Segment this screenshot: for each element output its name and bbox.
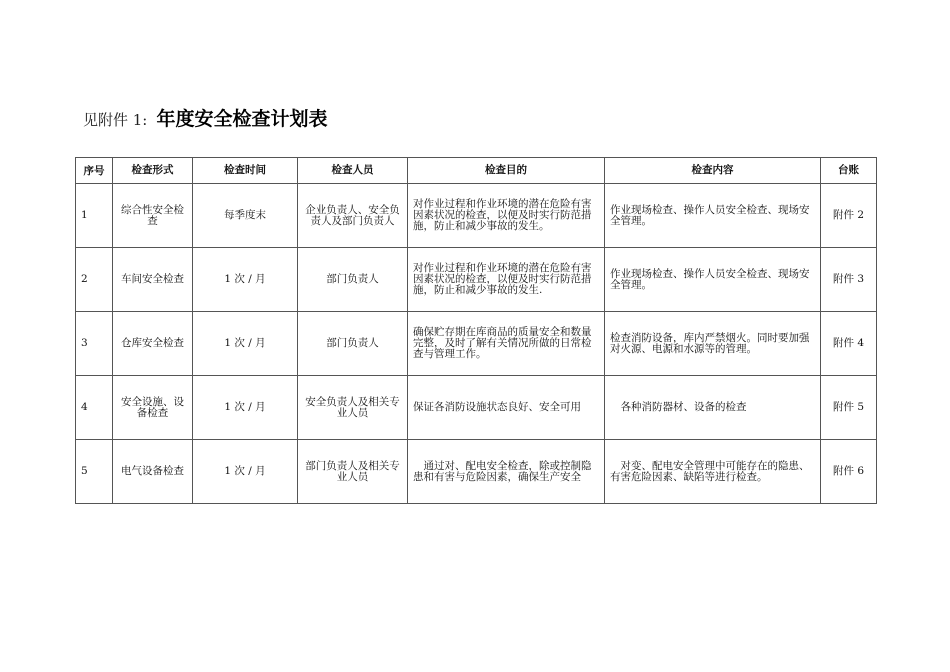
cell-purpose: 确保贮存期在库商品的质量安全和数量完整，及时了解有关情况所做的日常检查与管理工作。 xyxy=(408,312,605,376)
cell-purpose: 保证各消防设施状态良好、安全可用 xyxy=(408,376,605,440)
cell-people: 部门负责人 xyxy=(298,312,408,376)
cell-content: 检查消防设备，库内严禁烟火。同时要加强对火源、电源和水源等的管理。 xyxy=(605,312,821,376)
header-ledger: 台账 xyxy=(821,158,877,184)
attachment-label: 见附件 1: xyxy=(83,111,148,129)
cell-seq: 2 xyxy=(76,248,113,312)
page-heading xyxy=(83,104,327,131)
cell-content: 各种消防器材、设备的检查 xyxy=(605,376,821,440)
cell-form: 仓库安全检查 xyxy=(113,312,193,376)
table-row xyxy=(76,376,877,440)
cell-purpose: 对作业过程和作业环境的潜在危险有害因素状况的检查，以便及时实行防范措施，防止和减少事故的发生。 xyxy=(408,184,605,248)
cell-form: 综合性安全检查 xyxy=(113,184,193,248)
cell-people: 企业负责人、安全负责人及部门负责人 xyxy=(298,184,408,248)
header-people: 检查人员 xyxy=(298,158,408,184)
header-form: 检查形式 xyxy=(113,158,193,184)
cell-content: 作业现场检查、操作人员安全检查、现场安全管理。 xyxy=(605,184,821,248)
cell-people: 部门负责人及相关专业人员 xyxy=(298,440,408,504)
cell-time: 1 次 / 月 xyxy=(193,248,298,312)
table-row xyxy=(76,440,877,504)
table-row xyxy=(76,312,877,376)
table-row xyxy=(76,184,877,248)
cell-people: 安全负责人及相关专业人员 xyxy=(298,376,408,440)
cell-time: 每季度末 xyxy=(193,184,298,248)
header-seq: 序号 xyxy=(76,158,113,184)
header-purpose: 检查目的 xyxy=(408,158,605,184)
cell-seq: 1 xyxy=(76,184,113,248)
cell-ledger: 附件 4 xyxy=(821,312,877,376)
cell-time: 1 次 / 月 xyxy=(193,440,298,504)
header-time: 检查时间 xyxy=(193,158,298,184)
cell-purpose: 对作业过程和作业环境的潜在危险有害因素状况的检查，以便及时实行防范措施，防止和减少事故的发生. xyxy=(408,248,605,312)
header-content: 检查内容 xyxy=(605,158,821,184)
table-row xyxy=(76,248,877,312)
inspection-plan-table xyxy=(75,157,877,504)
cell-seq: 4 xyxy=(76,376,113,440)
cell-form: 车间安全检查 xyxy=(113,248,193,312)
cell-ledger: 附件 6 xyxy=(821,440,877,504)
cell-people: 部门负责人 xyxy=(298,248,408,312)
cell-time: 1 次 / 月 xyxy=(193,376,298,440)
cell-time: 1 次 / 月 xyxy=(193,312,298,376)
cell-ledger: 附件 3 xyxy=(821,248,877,312)
page-title: 年度安全检查计划表 xyxy=(156,108,328,130)
cell-content: 对变、配电安全管理中可能存在的隐患、有害危险因素、缺陷等进行检查。 xyxy=(605,440,821,504)
cell-form: 安全设施、设备检查 xyxy=(113,376,193,440)
cell-ledger: 附件 2 xyxy=(821,184,877,248)
cell-purpose: 通过对、配电安全检查，除或控制隐患和有害与危险因素，确保生产安全 xyxy=(408,440,605,504)
cell-seq: 3 xyxy=(76,312,113,376)
table-header-row xyxy=(76,158,877,184)
cell-seq: 5 xyxy=(76,440,113,504)
cell-ledger: 附件 5 xyxy=(821,376,877,440)
cell-content: 作业现场检查、操作人员安全检查、现场安全管理。 xyxy=(605,248,821,312)
cell-form: 电气设备检查 xyxy=(113,440,193,504)
